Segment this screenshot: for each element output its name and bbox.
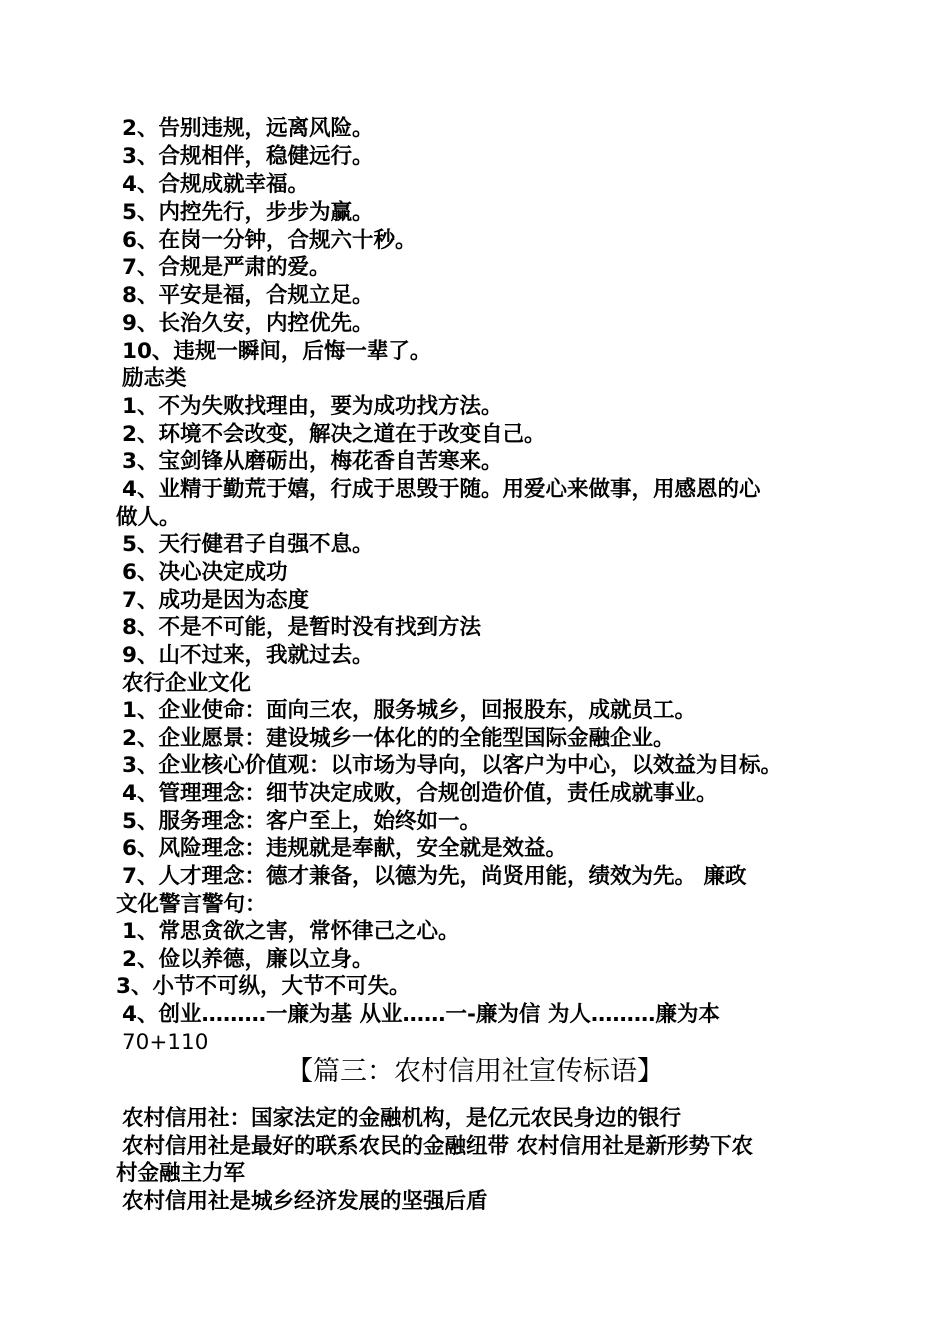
integrity-item: 2、俭以养德，廉以立身。 [122, 947, 374, 972]
inspiration-item: 1、不为失败找理由，要为成功找方法。 [122, 394, 503, 419]
inspiration-item: 9、山不过来，我就过去。 [122, 643, 374, 668]
culture-item-continuation: 文化警言警句： [116, 892, 267, 917]
slogan-item: 农村信用社是最好的联系农民的金融纽带 农村信用社是新形势下农 [122, 1134, 753, 1159]
inspiration-item: 8、不是不可能，是暂时没有找到方法 [122, 615, 481, 640]
inspiration-item: 5、天行健君子自强不息。 [122, 532, 374, 557]
integrity-item: 3、小节不可纵，大节不可失。 [116, 974, 411, 999]
culture-item: 6、风险理念：违规就是奉献，安全就是效益。 [122, 836, 567, 861]
culture-item: 2、企业愿景：建设城乡一体化的的全能型国际金融企业。 [122, 726, 675, 751]
section-title-inspiration: 励志类 [122, 366, 187, 391]
inspiration-item: 3、宝剑锋从磨砺出，梅花香自苦寒来。 [122, 449, 503, 474]
integrity-item: 1、常思贪欲之害，常怀律己之心。 [122, 919, 460, 944]
slogan-item-continuation: 村金融主力军 [116, 1161, 246, 1186]
compliance-item: 5、内控先行，步步为赢。 [122, 200, 374, 225]
compliance-item: 9、长治久安，内控优先。 [122, 311, 374, 336]
inspiration-item: 4、业精于勤荒于嬉，行成于思毁于随。用爱心来做事，用感恩的心 [122, 477, 761, 502]
culture-item: 7、人才理念：德才兼备，以德为先，尚贤用能，绩效为先。 廉政 [122, 864, 747, 889]
culture-item: 1、企业使命：面向三农，服务城乡，回报股东，成就员工。 [122, 698, 696, 723]
inspiration-item: 6、决心决定成功 [122, 560, 288, 585]
compliance-item: 8、平安是福，合规立足。 [122, 283, 374, 308]
footnote-number: 70+110 [122, 1030, 209, 1055]
section-title-culture: 农行企业文化 [122, 671, 252, 696]
compliance-item: 4、合规成就幸福。 [122, 172, 309, 197]
slogan-item: 农村信用社：国家法定的金融机构，是亿元农民身边的银行 [122, 1106, 682, 1131]
integrity-item: 4、创业………一廉为基 从业……一-廉为信 为人………廉为本 [122, 1002, 720, 1027]
compliance-item: 10、违规一瞬间，后悔一辈了。 [122, 339, 432, 364]
inspiration-item: 7、成功是因为态度 [122, 588, 309, 613]
compliance-item: 6、在岗一分钟，合规六十秒。 [122, 228, 417, 253]
compliance-item: 7、合规是严肃的爱。 [122, 255, 331, 280]
section-heading: 【篇三：农村信用社宣传标语】 [286, 1056, 664, 1087]
culture-item: 3、企业核心价值观：以市场为导向，以客户为中心，以效益为目标。 [122, 753, 782, 778]
slogan-item: 农村信用社是城乡经济发展的坚强后盾 [122, 1189, 488, 1214]
compliance-item: 2、告别违规，远离风险。 [122, 116, 374, 141]
culture-item: 4、管理理念：细节决定成败，合规创造价值，责任成就事业。 [122, 781, 718, 806]
culture-item: 5、服务理念：客户至上，始终如一。 [122, 809, 481, 834]
compliance-item: 3、合规相伴，稳健远行。 [122, 144, 374, 169]
inspiration-item: 2、环境不会改变，解决之道在于改变自己。 [122, 422, 546, 447]
inspiration-item-continuation: 做人。 [116, 505, 181, 530]
